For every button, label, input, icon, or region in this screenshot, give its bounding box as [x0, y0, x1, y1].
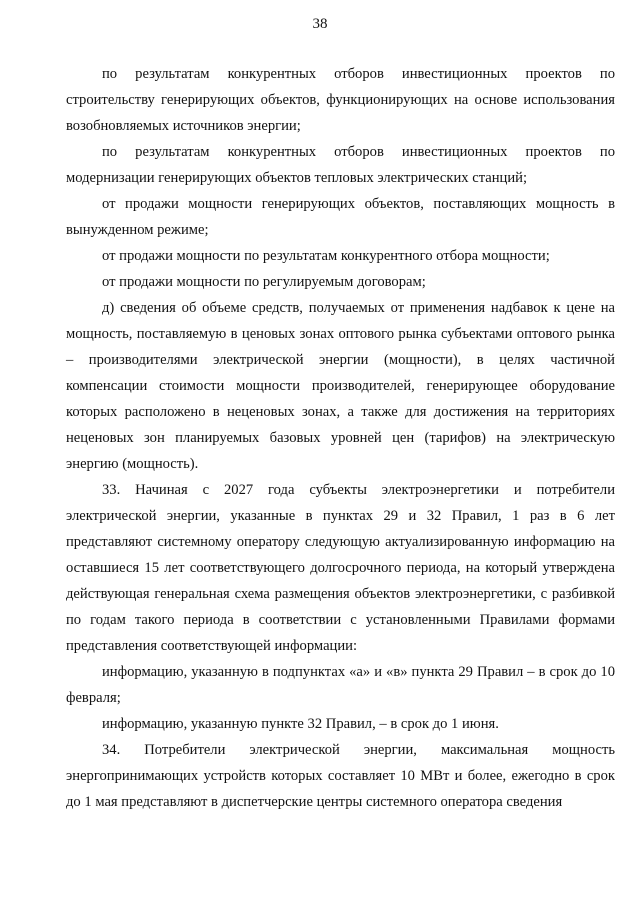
paragraph-section-33: 33. Начиная с 2027 года субъекты электроэнергетики и потребители электрической энергии, указанные в пунктах 29 и 32 Правил, 1 раз в 6 лет представляют системному оператору следующую актуализированную информацию на оставшиеся 15 лет соответствующего долгосрочного периода, на который утверждена действующая генеральная схема размещения объектов электроэнергетики, с разбивкой по годам такого периода в соответствии с установленными Правилами формами представления соответствующей информации:: [66, 482, 615, 654]
paragraph-forced-mode-capacity: от продажи мощности генерирующих объектов, поставляющих мощность в вынужденном режиме;: [66, 196, 615, 238]
paragraph-regulated-contracts: от продажи мощности по регулируемым договорам;: [102, 274, 426, 290]
paragraph-item-d: д) сведения об объеме средств, получаемых от применения надбавок к цене на мощность, поставляемую в ценовых зонах оптового рынка субъектами оптового рынка – производителями электрической энергии (мощности), в целях частичной компенсации стоимости мощности производителей, генерирующее оборудование которых расположено в неценовых зонах, а также для достижения на территориях неценовых зон планируемых базовых уровней цен (тарифов) на электрическую энергию (мощность).: [66, 300, 615, 472]
document-body: [66, 61, 615, 815]
paragraph-modernization-projects: по результатам конкурентных отборов инвестиционных проектов по модернизации генерирующих объектов тепловых электрических станций;: [66, 144, 615, 186]
paragraph-section-34: 34. Потребители электрической энергии, максимальная мощность энергопринимающих устройств которых составляет 10 МВт и более, ежегодно в срок до 1 мая представляют в диспетчерские центры системного оператора сведения: [66, 742, 615, 810]
paragraph-res-projects: по результатам конкурентных отборов инвестиционных проектов по строительству генерирующих объектов, функционирующих на основе использования возобновляемых источников энергии;: [66, 66, 615, 134]
paragraph-deadline-june: информацию, указанную пункте 32 Правил, – в срок до 1 июня.: [102, 716, 499, 732]
paragraph-capacity-auction: от продажи мощности по результатам конкурентного отбора мощности;: [102, 248, 550, 264]
page-number: 38: [312, 16, 328, 32]
paragraph-deadline-february: информацию, указанную в подпунктах «а» и «в» пункта 29 Правил – в срок до 10 февраля;: [66, 664, 615, 706]
